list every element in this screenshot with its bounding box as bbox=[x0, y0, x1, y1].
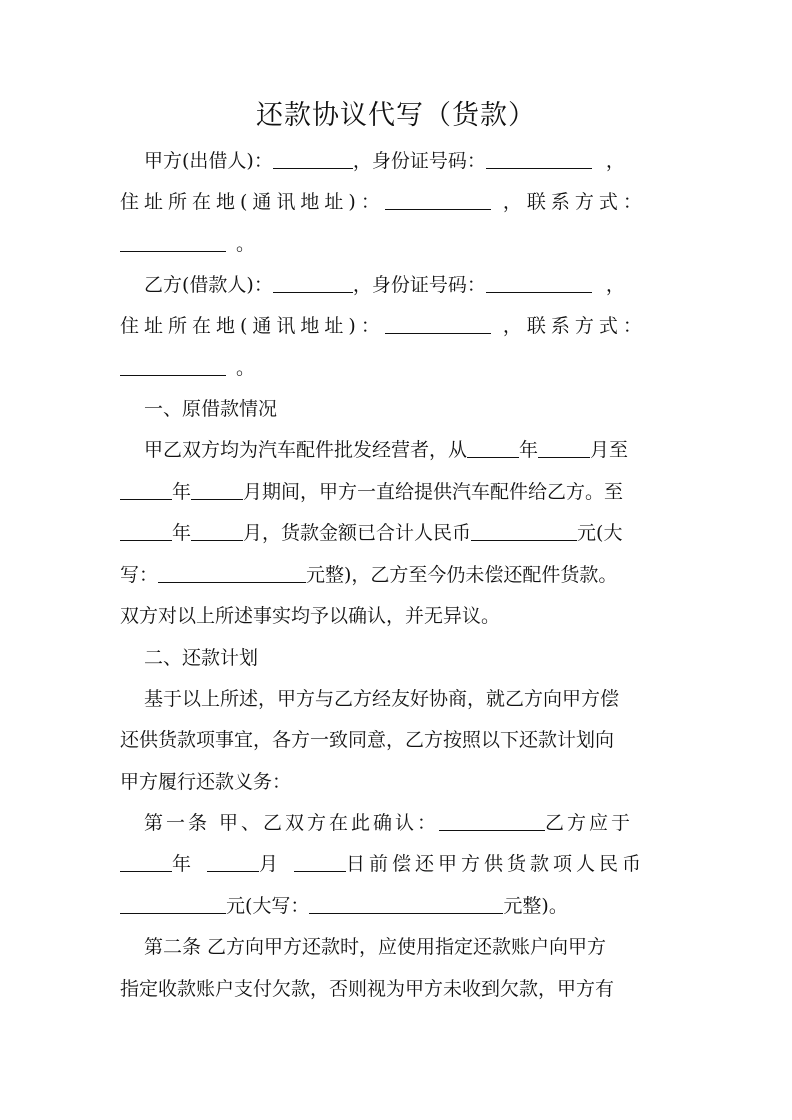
section-1-para-line-2 bbox=[120, 476, 672, 508]
section-2-heading: 二、还款计划 bbox=[144, 647, 259, 669]
section-1-para-line-1 bbox=[120, 434, 672, 466]
text-span: 月，货款金额已合计人民币 bbox=[243, 522, 472, 544]
party-a-contact-blank[interactable] bbox=[120, 231, 226, 252]
section-1-heading: 一、原借款情况 bbox=[144, 398, 278, 420]
section-2-para-line-3: 甲方履行还款义务： bbox=[120, 771, 292, 793]
party-b-name-blank[interactable] bbox=[273, 272, 353, 293]
party-b-comma: ， bbox=[605, 274, 625, 296]
party-a-contact-label: ，联系方式： bbox=[502, 191, 647, 213]
party-a-label: 甲方(出借人)： bbox=[144, 150, 273, 172]
party-b-contact-label: ，联系方式： bbox=[502, 315, 647, 337]
party-b-line-2 bbox=[120, 310, 672, 342]
party-b-address-label: 住址所在地(通讯地址)： bbox=[120, 315, 385, 337]
article-1-line-3 bbox=[120, 890, 672, 922]
text-span: 日前偿还甲方供货款项人民币 bbox=[346, 853, 646, 875]
party-a-id-label: ，身份证号码： bbox=[352, 150, 486, 172]
party-a-line-2 bbox=[120, 186, 672, 218]
party-a-address-blank[interactable] bbox=[385, 189, 491, 210]
repay-amount-words-blank[interactable] bbox=[309, 893, 503, 914]
article-2-line-2: 指定收款账户支付欠款，否则视为甲方未收到欠款，甲方有 bbox=[120, 978, 615, 1000]
section-1-para-line-4 bbox=[120, 559, 672, 591]
article-1-line-2 bbox=[120, 848, 672, 880]
party-a-address-label: 住址所在地(通讯地址)： bbox=[120, 191, 385, 213]
text-span: 年 bbox=[172, 853, 196, 875]
repay-amount-blank[interactable] bbox=[120, 893, 226, 914]
due-day-blank[interactable] bbox=[294, 851, 346, 872]
party-b-contact-blank[interactable] bbox=[120, 355, 226, 376]
due-month-blank[interactable] bbox=[207, 851, 259, 872]
party-b-line-1 bbox=[120, 269, 672, 301]
start-month-blank[interactable] bbox=[538, 437, 590, 458]
party-b-id-label: ，身份证号码： bbox=[352, 274, 486, 296]
text-span: 乙方应于 bbox=[545, 812, 634, 834]
confirm-blank[interactable] bbox=[439, 810, 545, 831]
text-span: 元整)。 bbox=[503, 895, 568, 917]
total-month-blank[interactable] bbox=[191, 520, 243, 541]
text-span: 元(大写： bbox=[226, 895, 310, 917]
text-span: 月 bbox=[259, 853, 283, 875]
text-span: 月至 bbox=[590, 439, 629, 461]
text-span: 年 bbox=[172, 481, 192, 503]
party-a-line-1 bbox=[120, 145, 672, 177]
text-span: 元整)，乙方至今仍未偿还配件货款。 bbox=[306, 564, 618, 586]
end-month-blank[interactable] bbox=[191, 479, 243, 500]
party-a-period: 。 bbox=[236, 233, 256, 255]
document-title: 还款协议代写（货款） bbox=[256, 100, 536, 131]
article-2-line-1: 第二条 乙方向甲方还款时，应使用指定还款账户向甲方 bbox=[144, 936, 607, 958]
due-year-blank[interactable] bbox=[120, 851, 172, 872]
end-year-blank[interactable] bbox=[120, 479, 172, 500]
party-a-id-blank[interactable] bbox=[486, 148, 592, 169]
party-b-label: 乙方(借款人)： bbox=[144, 274, 273, 296]
section-1-para-line-3 bbox=[120, 517, 672, 549]
start-year-blank[interactable] bbox=[467, 437, 519, 458]
party-a-comma: ， bbox=[605, 150, 625, 172]
party-b-period: 。 bbox=[236, 357, 256, 379]
text-span: 年 bbox=[519, 439, 539, 461]
text-span: 甲乙双方均为汽车配件批发经营者，从 bbox=[144, 439, 468, 461]
section-1-para-line-5: 双方对以上所述事实均予以确认，并无异议。 bbox=[120, 605, 501, 627]
text-span: 元(大 bbox=[577, 522, 623, 544]
text-span: 第一条 甲、乙双方在此确认： bbox=[144, 812, 440, 834]
party-b-id-blank[interactable] bbox=[486, 272, 592, 293]
text-span: 月期间，甲方一直给提供汽车配件给乙方。至 bbox=[243, 481, 624, 503]
party-b-line-3 bbox=[120, 352, 672, 384]
total-amount-blank[interactable] bbox=[471, 520, 577, 541]
section-2-para-line-2: 还供货款项事宜，各方一致同意，乙方按照以下还款计划向 bbox=[120, 729, 615, 751]
party-a-line-3 bbox=[120, 228, 672, 260]
party-b-address-blank[interactable] bbox=[385, 313, 491, 334]
total-amount-words-blank[interactable] bbox=[158, 562, 306, 583]
text-span: 写： bbox=[120, 564, 159, 586]
total-year-blank[interactable] bbox=[120, 520, 172, 541]
text-span: 年 bbox=[172, 522, 192, 544]
party-a-name-blank[interactable] bbox=[273, 148, 353, 169]
section-2-para-line-1: 基于以上所述，甲方与乙方经友好协商，就乙方向甲方偿 bbox=[144, 688, 620, 710]
article-1-line-1 bbox=[120, 807, 672, 839]
